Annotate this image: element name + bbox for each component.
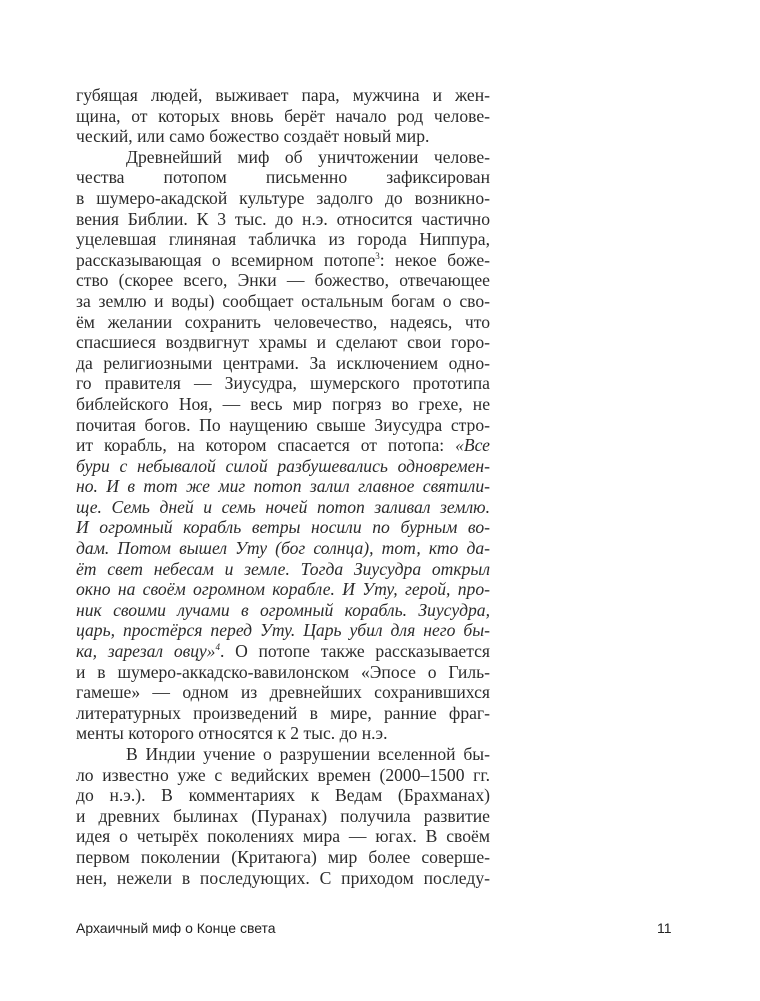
text-line xyxy=(76,517,490,538)
text-segment: : некое боже- xyxy=(379,249,491,270)
text-segment: царь, простёрся перед Уту. Царь убил для него бы- xyxy=(76,620,490,641)
text-segment: ка, зарезал овцу» xyxy=(76,641,216,662)
text-segment: до н.э.). В комментариях к Ведам (Брахманах) xyxy=(76,785,490,806)
text-segment: нен, нежели в последующих. С приходом последу- xyxy=(76,867,490,888)
text-line xyxy=(76,662,490,683)
text-line xyxy=(76,538,490,559)
text-line xyxy=(76,806,490,827)
text-segment: ит корабль, на котором спасается от потопа: xyxy=(76,435,456,456)
text-segment: идея о четырёх поколениях мира — югах. В своём xyxy=(76,826,490,847)
text-line xyxy=(76,106,490,127)
footnote-ref: 3 xyxy=(375,250,380,261)
text-line xyxy=(76,270,490,291)
text-line xyxy=(76,641,490,662)
text-segment: в шумеро-акадской культуре задолго до возникно- xyxy=(76,187,490,208)
text-line xyxy=(76,868,490,889)
text-line xyxy=(76,600,490,621)
text-segment: И огромный корабль ветры носили по бурным во- xyxy=(76,517,490,538)
text-segment: чества потопом письменно зафиксирован xyxy=(76,167,490,188)
text-segment: . О потопе также рассказывается xyxy=(219,641,491,662)
text-line xyxy=(76,250,490,271)
text-segment: ём желании сохранить человечество, надеясь, что xyxy=(76,311,490,332)
text-segment: вения Библии. К 3 тыс. до н.э. относится частично xyxy=(76,208,490,229)
text-line xyxy=(76,394,490,415)
text-segment: ство (скорее всего, Энки — божество, отвечающее xyxy=(76,270,490,291)
text-line xyxy=(76,291,490,312)
text-segment: щина, от которых вновь берёт начало род челове- xyxy=(76,105,490,126)
text-segment: литературных произведений в мире, ранние фраг- xyxy=(76,702,490,723)
text-line xyxy=(76,209,490,230)
text-segment: первом поколении (Критаюга) мир более соверше- xyxy=(76,846,490,867)
text-segment: окно на своём огромном корабле. И Уту, герой, про- xyxy=(76,579,490,600)
text-segment: «Все xyxy=(455,435,490,456)
page-number: 11 xyxy=(657,920,672,936)
body-text xyxy=(76,85,490,888)
text-segment: но. И в тот же миг потоп залил главное святили- xyxy=(76,476,490,497)
text-line xyxy=(76,703,490,724)
text-line xyxy=(76,167,490,188)
text-line xyxy=(76,373,490,394)
text-line xyxy=(76,826,490,847)
text-segment: почитая богов. По наущению свыше Зиусудра стро- xyxy=(76,414,490,435)
text-line xyxy=(76,456,490,477)
text-segment: го правителя — Зиусудра, шумерского прототипа xyxy=(76,373,490,394)
text-line xyxy=(76,229,490,250)
text-line xyxy=(76,476,490,497)
text-line xyxy=(76,312,490,333)
text-segment: ло известно уже с ведийских времен (2000–1500 гг. xyxy=(76,764,490,785)
text-segment: дам. Потом вышел Уту (бог солнца), тот, кто да- xyxy=(76,538,490,559)
text-line xyxy=(76,723,490,744)
footnote-ref: 4 xyxy=(215,642,220,653)
text-segment: библейского Ноя, — весь мир погряз во грехе, не xyxy=(76,393,490,414)
text-segment: ще. Семь дней и семь ночей потоп заливал землю. xyxy=(76,496,490,517)
text-segment: гамеше» — одном из древнейших сохранившихся xyxy=(76,682,490,703)
text-line xyxy=(76,85,490,106)
text-line xyxy=(76,435,490,456)
text-line xyxy=(76,497,490,518)
text-segment: рассказывающая о всемирном потопе xyxy=(76,249,376,270)
text-line xyxy=(76,332,490,353)
text-line xyxy=(76,744,490,765)
text-line xyxy=(76,785,490,806)
text-line xyxy=(76,682,490,703)
text-line xyxy=(76,579,490,600)
text-line xyxy=(76,620,490,641)
text-segment: губящая людей, выживает пара, мужчина и жен- xyxy=(76,85,490,105)
text-line xyxy=(76,559,490,580)
text-line xyxy=(76,415,490,436)
text-segment: уцелевшая глиняная табличка из города Ниппура, xyxy=(76,229,490,250)
text-segment: В Индии учение о разрушении вселенной бы- xyxy=(126,744,490,764)
running-footer-title: Архаичный миф о Конце света xyxy=(76,920,276,936)
text-segment: бури с небывалой силой разбушевались одновремен- xyxy=(76,455,490,476)
text-segment: менты которого относятся к 2 тыс. до н.э. xyxy=(76,723,388,744)
text-line xyxy=(76,126,490,147)
text-segment: и древних былинах (Пуранах) получила развитие xyxy=(76,805,490,826)
text-line xyxy=(76,188,490,209)
text-segment: за землю и воды) сообщает остальным богам о сво- xyxy=(76,290,490,311)
text-segment: спасшиеся воздвигнут храмы и сделают свои горо- xyxy=(76,332,490,353)
text-segment: и в шумеро-аккадско-вавилонском «Эпосе о Гиль- xyxy=(76,661,490,682)
text-line xyxy=(76,847,490,868)
text-segment: ческий, или само божество создаёт новый мир. xyxy=(76,126,430,147)
text-segment: ник своими лучами в огромный корабль. Зиусудра, xyxy=(76,599,490,620)
text-segment: ёт свет небесам и земле. Тогда Зиусудра открыл xyxy=(76,558,490,579)
text-line xyxy=(76,765,490,786)
text-segment: да религиозными центрами. За исключением одно- xyxy=(76,352,490,373)
text-line xyxy=(76,353,490,374)
text-segment: Древнейший миф об уничтожении челове- xyxy=(126,146,490,167)
text-line xyxy=(76,147,490,168)
